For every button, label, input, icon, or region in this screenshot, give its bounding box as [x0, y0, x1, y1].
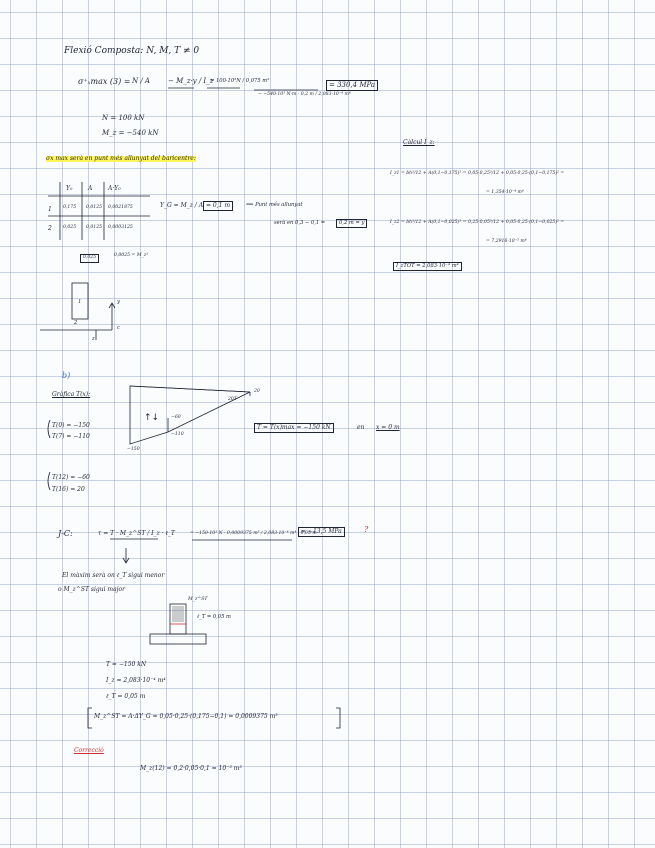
- table-header-y0: Y₀: [66, 185, 73, 192]
- table-row2-ay0: 0,0003125: [108, 225, 133, 230]
- table-row2-y0: 0,025: [63, 225, 77, 230]
- table-sum-ay0: 0,0025 = M_z¹: [114, 253, 149, 258]
- final-val-lt: ℓ_T = 0,05 m: [106, 693, 146, 700]
- calc-line-3: I_z2 = bh³/12 + A(0,1−0,025)² = 0,25·0,05³/12 + 0,05·0,25·(0,1−0,025)² =: [390, 220, 565, 225]
- table-row1-label: 1: [48, 206, 52, 213]
- sigma-term-b: − M_z·y / I_z: [168, 77, 214, 85]
- table-header-ay0: A·Y₀: [108, 185, 121, 192]
- mz-st-label: M_z^ST: [188, 597, 208, 602]
- t-eq-2b: T(16) = 20: [52, 486, 85, 493]
- max-text-1: El màxim serà on ℓ_T sigui menor: [62, 572, 165, 579]
- mst-equation: M_z^ST = A·ΔY_G = 0,05·0,25·(0,175−0,1) = 0,0009375 m³: [94, 713, 278, 720]
- section-label-1: 1: [78, 299, 82, 305]
- t-label-top: 20T: [228, 397, 237, 402]
- t-section-hatch: [172, 606, 184, 622]
- shear-symbol-icon: ↑↓: [144, 413, 160, 423]
- t-label-20: 20: [254, 389, 260, 394]
- bracket-left-icon: [88, 708, 92, 728]
- yg-box-2: 0,2 m = y: [336, 219, 367, 228]
- table-row1-y0: 0,175: [63, 205, 77, 210]
- section-flange-rect: [72, 283, 88, 319]
- given-n: N = 100 kN: [102, 114, 145, 122]
- sigma-result-box: = 330,4 MPa: [326, 80, 378, 91]
- sigma-lhs: σ⁺ₓmax (3) =: [78, 77, 131, 86]
- tau-numeric: = −150·10³ N · 0,0009375 m³ / 2,083·10⁻⁴ m⁴ · 0,05 m: [190, 531, 317, 536]
- table-header-a: A: [88, 185, 93, 192]
- sigma-term-d: − −540·10³ N·m · 0,2 m / 2,083·10⁻⁴ m⁴: [258, 92, 351, 97]
- t-label-110: −110: [171, 432, 184, 437]
- table-row2-label: 2: [48, 225, 52, 232]
- section-z-axis: z: [92, 336, 95, 342]
- yg-equation: Y_G = M_z / A: [160, 202, 204, 209]
- calc-header: Càlcul I_z:: [403, 139, 435, 146]
- section-label-2: 2: [74, 320, 78, 326]
- jc-label: J-C:: [58, 529, 73, 538]
- brace-icon: [48, 420, 50, 438]
- t-eq-2a: T(12) = −60: [52, 474, 90, 481]
- table-row1-ay0: 0,0021875: [108, 205, 133, 210]
- table-sum-a: 0,025: [80, 254, 99, 263]
- table-row2-a: 0,0125: [86, 225, 103, 230]
- calc-line-1: I_z1 = bh³/12 + A(0,1−0,175)² = 0,05·0,25³/12 + 0,05·0,25·(0,1−0,175)² =: [390, 171, 565, 176]
- final-val-iz: I_z = 2,083·10⁻⁴ m⁴: [106, 677, 166, 684]
- tau-question-mark: ?: [364, 525, 369, 534]
- sigma-term-a: N / A: [132, 77, 150, 85]
- calc-total-box: I_zTOT = 2,083·10⁻⁴ m⁴: [393, 262, 462, 271]
- shear-baseline: [130, 386, 250, 392]
- section-y-axis: y: [117, 299, 120, 305]
- t-eq-1a: T(0) = −150: [52, 422, 90, 429]
- tau-equation: τ = T · M_z^ST / I_z · ℓ_T: [98, 530, 175, 537]
- max-text-2: o M_z^ST sigui major: [58, 586, 126, 593]
- yg-result-box: = 0,1 m: [203, 201, 233, 211]
- section-origin: c: [117, 325, 120, 331]
- table-row1-a: 0,0125: [86, 205, 103, 210]
- bracket-right-icon: [336, 708, 340, 728]
- tmax-box: T = T(x)max = −150 kN: [254, 423, 334, 433]
- sigma-term-c: = 100·10³N / 0,075 m²: [210, 78, 270, 84]
- tmax-x: x = 0 m: [376, 424, 400, 431]
- t-label-150: −150: [127, 447, 140, 452]
- tau-result-box: = −13,5 MPa: [298, 527, 345, 537]
- t-section-flange: [150, 634, 206, 644]
- correccio-label: Correcció: [74, 747, 104, 754]
- calc-line-2: = 1,354·10⁻⁴ m⁴: [486, 190, 524, 195]
- section-b-label: b): [62, 371, 71, 380]
- highlight-note: σx max serà en punt més allunyat del baricentre:: [46, 155, 196, 162]
- arrow-text: ⟹ Punt més allunyat: [246, 202, 303, 208]
- given-mz: M_z = −540 kN: [102, 129, 159, 137]
- lt-label: ℓ_T = 0,05 m: [197, 614, 231, 620]
- final-val-t: T = −150 kN: [106, 661, 147, 668]
- t-label-60: −60: [171, 415, 181, 420]
- mz12-equation: M_z(12) = 0,2·0,05·0,1 = 10⁻³ m³: [140, 765, 242, 772]
- arrow-text-2: serà en 0,3 − 0,1 =: [274, 220, 326, 226]
- grafica-label: Gràfica T(x):: [52, 391, 91, 398]
- calc-line-4: = 7,2916·10⁻⁵ m⁴: [486, 239, 527, 244]
- t-eq-1b: T(7) = −110: [52, 433, 90, 440]
- tmax-at: en: [357, 424, 365, 431]
- brace-icon: [48, 472, 50, 490]
- page-title: Flexió Composta: N, M, T ≠ 0: [64, 46, 200, 56]
